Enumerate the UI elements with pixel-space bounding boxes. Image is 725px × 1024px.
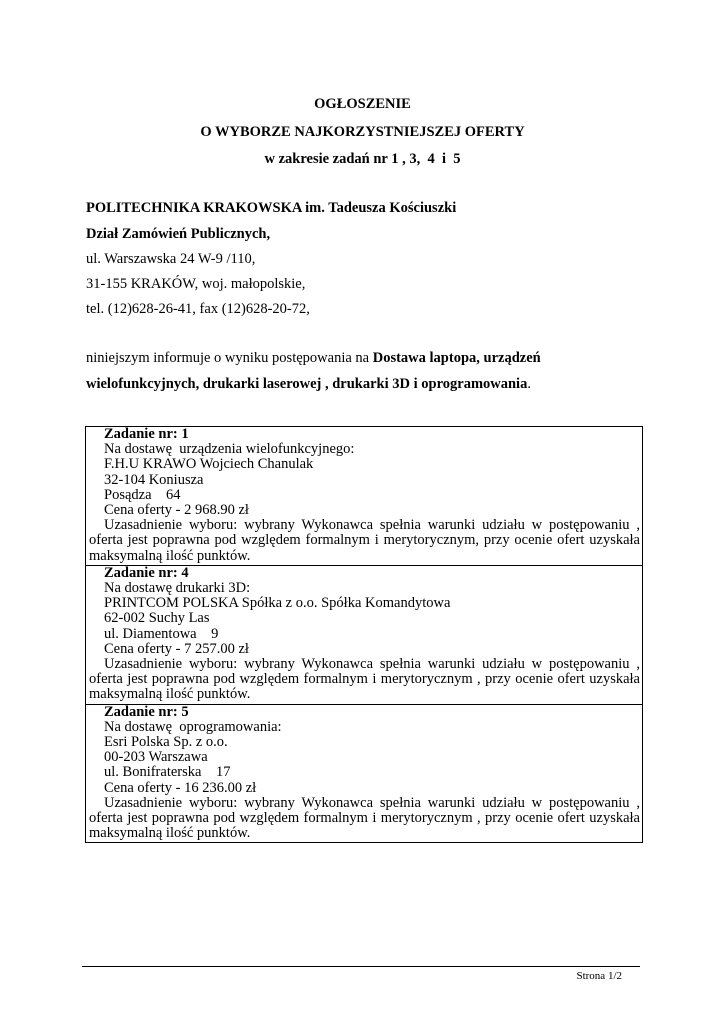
task-reason-line: oferta jest poprawna pod względem formalnym i merytorycznym , przy ocenie ofert uzyskała (89, 810, 640, 827)
task-company: PRINTCOM POLSKA Spółka z o.o. Spółka Komandytowa (104, 595, 451, 612)
task-reason-line: maksymalną ilość punktów. (89, 825, 251, 842)
task-postal: 32-104 Koniusza (104, 471, 204, 488)
task-delivery: Na dostawę oprogramowania: (104, 718, 282, 735)
footer-divider (82, 966, 640, 967)
organization-city: 31-155 KRAKÓW, woj. małopolskie, (86, 276, 306, 292)
tasks-scope: w zakresie zadań nr 1 , 3, 4 i 5 (264, 151, 461, 167)
task-price: Cena oferty - 7 257.00 zł (104, 640, 249, 657)
intro-subject-part1: Dostawa laptopa, urządzeń (372, 350, 541, 366)
task-street: ul. Bonifraterska 17 (104, 764, 231, 781)
organization-department: Dział Zamówień Publicznych, (86, 226, 271, 242)
task-reason-line: Uzasadnienie wyboru: wybrany Wykonawca spełnia warunki udziału w postępowaniu , (104, 794, 640, 811)
task-reason-line: oferta jest poprawna pod względem formalnym i merytorycznym, przy ocenie ofert uzyskała (89, 532, 640, 549)
task-cell (86, 565, 642, 704)
task-postal: 62-002 Suchy Las (104, 610, 210, 627)
task-street: ul. Diamentowa 9 (104, 625, 219, 642)
document-subtitle: O WYBORZE NAJKORZYSTNIEJSZEJ OFERTY (200, 124, 525, 140)
task-heading: Zadanie nr: 1 (104, 426, 189, 442)
task-cell (86, 427, 642, 565)
task-reason-line: maksymalną ilość punktów. (89, 686, 251, 703)
task-reason-line: Uzasadnienie wyboru: wybrany Wykonawca spełnia warunki udziału w postępowaniu , (104, 656, 640, 673)
task-company: Esri Polska Sp. z o.o. (104, 734, 228, 751)
task-reason-line: Uzasadnienie wyboru: wybrany Wykonawca spełnia warunki udziału w postępowaniu , (104, 517, 640, 534)
task-price: Cena oferty - 2 968.90 zł (104, 502, 249, 519)
task-heading: Zadanie nr: 5 (104, 703, 189, 720)
task-price: Cena oferty - 16 236.00 zł (104, 779, 257, 796)
task-delivery: Na dostawę drukarki 3D: (104, 580, 251, 597)
document-title: OGŁOSZENIE (314, 96, 411, 112)
intro-line-2 (86, 376, 531, 393)
organization-name: POLITECHNIKA KRAKOWSKA im. Tadeusza Kościuszki (86, 200, 457, 216)
intro-line-1 (86, 350, 541, 367)
organization-street: ul. Warszawska 24 W-9 /110, (86, 251, 256, 267)
intro-text: niniejszym informuje o wyniku postępowania na (86, 350, 373, 366)
task-street: Posądza 64 (104, 486, 181, 503)
task-delivery: Na dostawę urządzenia wielofunkcyjnego: (104, 441, 355, 458)
task-reason-line: maksymalną ilość punktów. (89, 547, 251, 564)
organization-phone: tel. (12)628-26-41, fax (12)628-20-72, (86, 301, 310, 317)
results-table (85, 426, 643, 843)
page-number: Strona 1/2 (576, 970, 622, 982)
task-heading: Zadanie nr: 4 (104, 564, 189, 581)
task-cell (86, 704, 642, 843)
intro-end: . (527, 376, 531, 392)
intro-subject-part2: wielofunkcyjnych, drukarki laserowej , drukarki 3D i oprogramowania (86, 376, 528, 392)
task-company: F.H.U KRAWO Wojciech Chanulak (104, 456, 314, 473)
task-postal: 00-203 Warszawa (104, 749, 208, 766)
task-reason-line: oferta jest poprawna pod względem formalnym i merytorycznym , przy ocenie ofert uzyskała (89, 671, 640, 688)
